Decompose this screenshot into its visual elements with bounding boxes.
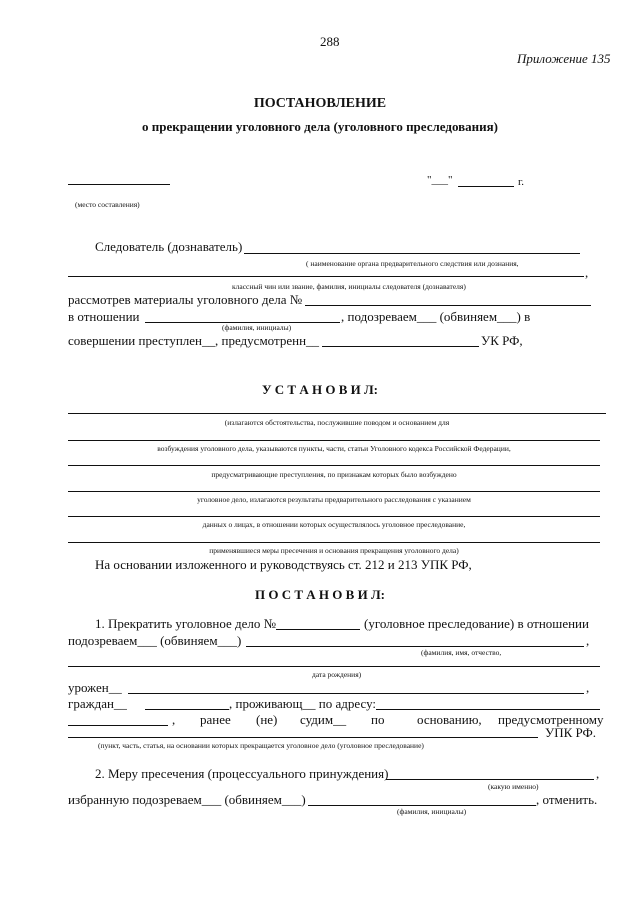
item1-name-comma: , bbox=[586, 633, 590, 648]
word-sudim: судим__ bbox=[300, 712, 347, 727]
basis-caption: (пункт, часть, статья, на основании которых прекращается уголовное дело (уголовное преследование) bbox=[98, 741, 424, 750]
article-field[interactable] bbox=[322, 346, 479, 347]
established-line-6[interactable] bbox=[68, 542, 600, 543]
dob-field[interactable] bbox=[68, 666, 600, 667]
item1-end: (уголовное преследование) в отношении bbox=[364, 616, 589, 631]
established-line-1[interactable] bbox=[68, 413, 606, 414]
suspect-label: , подозреваем___ (обвиняем___) в bbox=[341, 309, 531, 324]
rank-field-comma: , bbox=[585, 265, 589, 280]
upk-label: УПК РФ. bbox=[545, 725, 597, 740]
basis-article-field[interactable] bbox=[68, 737, 538, 738]
date-month-line[interactable] bbox=[458, 186, 514, 187]
established-line-2[interactable] bbox=[68, 440, 600, 441]
investigator-label: Следователь (дознаватель) bbox=[95, 239, 243, 254]
page-number: 288 bbox=[320, 34, 340, 49]
appendix-label: Приложение 135 bbox=[517, 51, 611, 66]
address-field[interactable] bbox=[376, 709, 600, 710]
chosen-label: избранную подозреваем___ (обвиняем___) bbox=[68, 792, 306, 807]
measure-comma: , bbox=[596, 766, 600, 781]
item1-suspect-label: подозреваем___ (обвиняем___) bbox=[68, 633, 242, 648]
place-caption: (место составления) bbox=[75, 200, 140, 209]
word-predusmotrennomu: предусмотренному bbox=[498, 712, 604, 727]
native-field[interactable] bbox=[128, 693, 584, 694]
word-ne: (не) bbox=[256, 712, 278, 727]
citizen-label: граждан__ bbox=[68, 696, 127, 711]
established-caption-5: данных о лицах, в отношении которых осуществлялось уголовное преследование, bbox=[202, 520, 466, 529]
native-comma: , bbox=[586, 680, 590, 695]
initials-caption: (фамилия, инициалы) bbox=[397, 807, 467, 816]
measure-field[interactable] bbox=[386, 779, 594, 780]
established-caption-1: (излагаются обстоятельства, послужившие поводом и основанием для bbox=[224, 418, 450, 427]
resolved-heading: П О С Т А Н О В И Л: bbox=[255, 587, 385, 602]
established-heading: У С Т А Н О В И Л: bbox=[261, 382, 378, 397]
item1-start: 1. Прекратить уголовное дело № bbox=[95, 616, 277, 631]
established-line-5[interactable] bbox=[68, 516, 600, 517]
word-po: по bbox=[371, 712, 385, 727]
document-subtitle: о прекращении уголовного дела (уголовного преследования) bbox=[141, 119, 498, 134]
resides-label: , проживающ__ по адресу: bbox=[229, 696, 377, 711]
item1-name-field[interactable] bbox=[246, 646, 584, 647]
fio-caption: (фамилия, имя, отчество, bbox=[421, 648, 502, 657]
investigator-field[interactable] bbox=[244, 253, 580, 254]
established-caption-3: предусматривающие преступления, по признакам которых было возбуждено bbox=[211, 470, 457, 479]
native-label: урожен__ bbox=[68, 680, 122, 695]
name-caption: (фамилия, инициалы) bbox=[222, 323, 292, 332]
regarding-label: в отношении bbox=[68, 309, 140, 324]
established-caption-6: применявшиеся меры пресечения и основания прекращения уголовного дела) bbox=[209, 546, 459, 555]
dob-caption: дата рождения) bbox=[312, 670, 362, 679]
word-ranee: ранее bbox=[200, 712, 231, 727]
address-continued-field[interactable] bbox=[68, 725, 168, 726]
established-caption-2: возбуждения уголовного дела, указываются пункты, части, статьи Уголовного кодекса Российской Федерации, bbox=[157, 444, 511, 453]
established-caption-4: уголовное дело, излагаются результаты предварительного расследования с указанием bbox=[197, 495, 471, 504]
case-number-field[interactable] bbox=[305, 305, 591, 306]
established-line-4[interactable] bbox=[68, 491, 600, 492]
rank-field[interactable] bbox=[68, 276, 584, 277]
comma-after-address: , bbox=[172, 712, 176, 727]
considered-label: рассмотрев материалы уголовного дела № bbox=[68, 292, 303, 307]
item2-label: 2. Меру пресечения (процессуального принуждения) bbox=[95, 766, 389, 781]
established-line-3[interactable] bbox=[68, 465, 600, 466]
document-title: ПОСТАНОВЛЕНИЕ bbox=[253, 96, 387, 111]
cancel-label: , отменить. bbox=[536, 792, 598, 807]
date-year-suffix: г. bbox=[518, 176, 525, 188]
investigator-caption: ( наименование органа предварительного следствия или дознания, bbox=[306, 259, 519, 268]
chosen-name-field[interactable] bbox=[308, 805, 536, 806]
date-day: "___" bbox=[427, 174, 453, 186]
rank-caption: классный чин или звание, фамилия, инициалы следователя (дознавателя) bbox=[232, 282, 466, 291]
citizen-field[interactable] bbox=[145, 709, 229, 710]
uk-rf-label: УК РФ, bbox=[481, 333, 523, 348]
basis-text: На основании изложенного и руководствуясь ст. 212 и 213 УПК РФ, bbox=[95, 557, 472, 572]
word-osnovaniyu: основанию, bbox=[417, 712, 482, 727]
place-line[interactable] bbox=[68, 184, 170, 185]
committed-label: совершении преступлен__, предусмотренн__ bbox=[68, 333, 320, 348]
which-caption: (какую именно) bbox=[488, 782, 539, 791]
item1-case-number-field[interactable] bbox=[276, 629, 360, 630]
